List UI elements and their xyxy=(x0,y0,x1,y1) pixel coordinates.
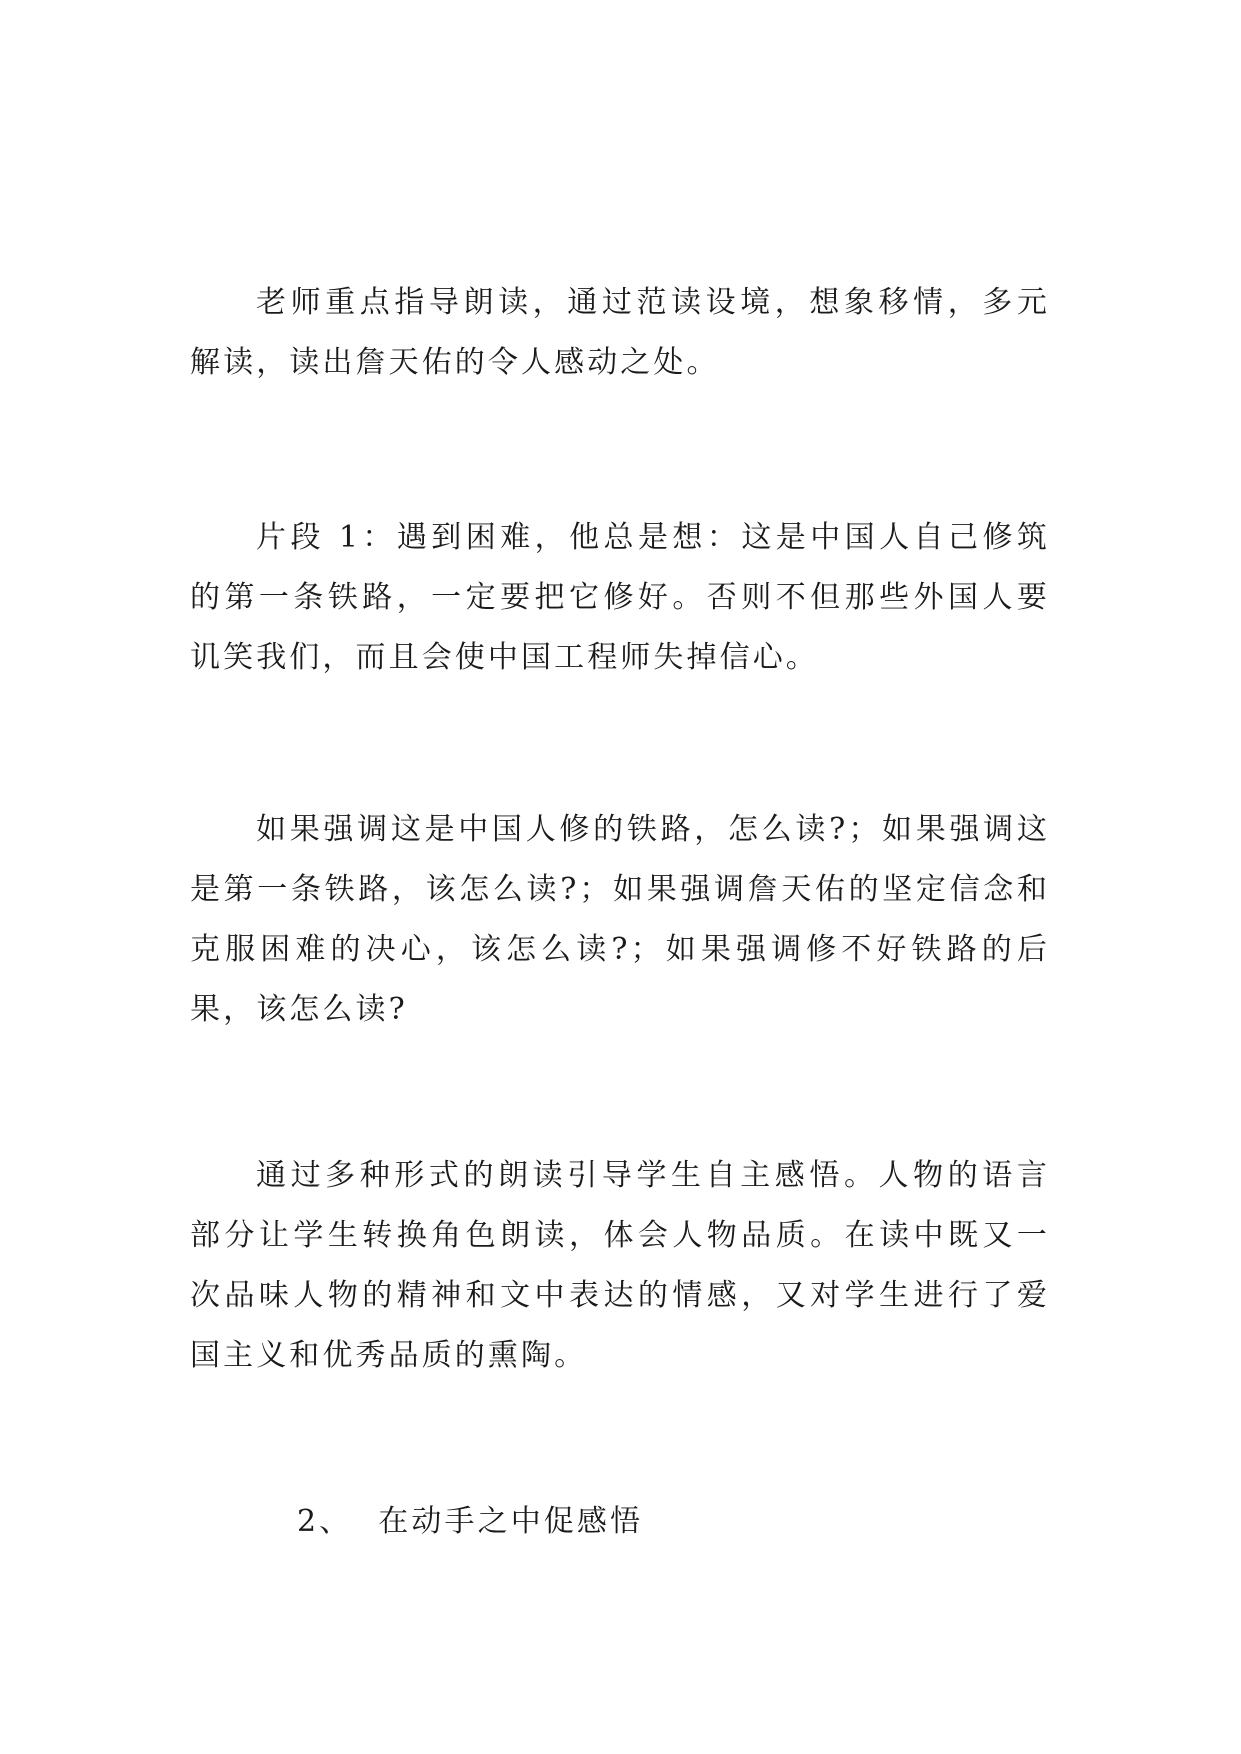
paragraph-reading-guidance: 老师重点指导朗读，通过范读设境，想象移情，多元解读，读出詹天佑的令人感动之处。 xyxy=(190,285,1050,380)
paragraph-excerpt-1: 片段 1：遇到困难，他总是想：这是中国人自己修筑的第一条铁路，一定要把它修好。否则不但那些外国人要讥笑我们，而且会使中国工程师失掉信心。 xyxy=(190,520,1050,675)
section-number: 2、 xyxy=(297,1504,353,1539)
paragraph-reading-questions: 如果强调这是中国人修的铁路，怎么读?；如果强调这是第一条铁路，该怎么读?；如果强调詹天佑的坚定信念和克服困难的决心，该怎么读?；如果强调修不好铁路的后果，该怎么读? xyxy=(190,812,1050,1027)
section-heading xyxy=(297,1492,643,1552)
section-title: 在动手之中促感悟 xyxy=(378,1504,644,1539)
paragraph-reading-reflection: 通过多种形式的朗读引导学生自主感悟。人物的语言部分让学生转换角色朗读，体会人物品质。在读中既又一次品味人物的精神和文中表达的情感，又对学生进行了爱国主义和优秀品质的熏陶。 xyxy=(190,1158,1050,1373)
